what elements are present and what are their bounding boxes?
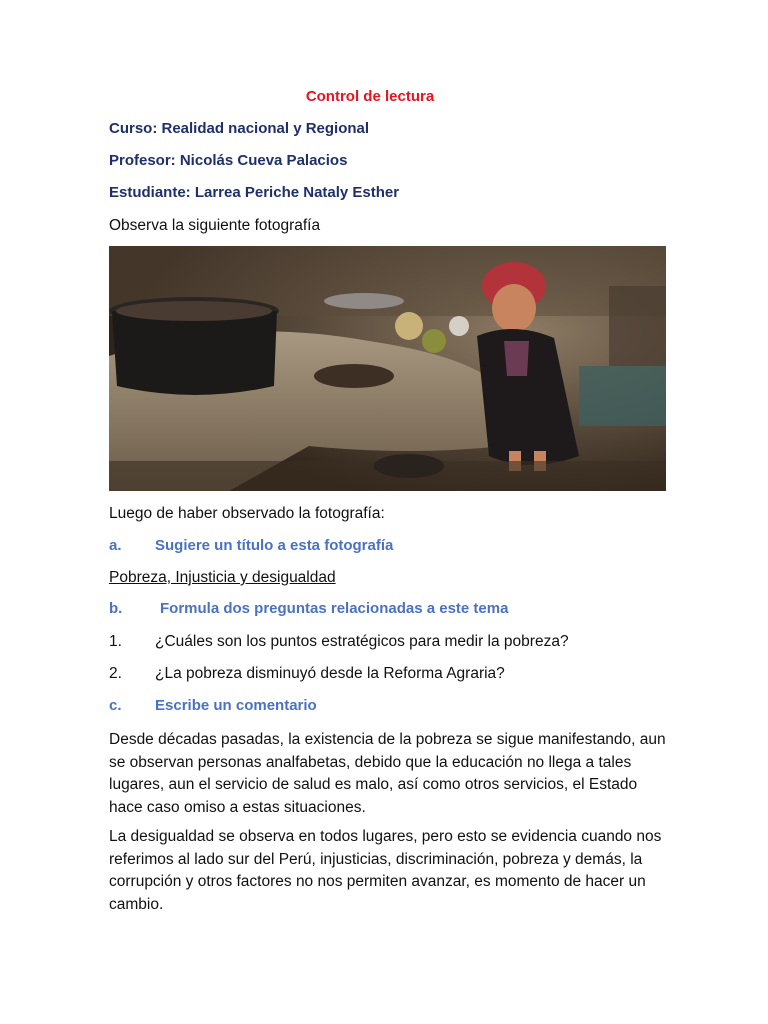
section-c-marker: c. — [109, 697, 122, 714]
comment-paragraph-2: La desigualdad se observa en todos lugares, pero esto se evidencia cuando nos referimos al lado sur del Perú, injusticias, discriminación, pobreza y demás, la corrupción y otros factores no nos permiten avanzar, es momento de hacer un cambio. — [109, 828, 662, 913]
student-line: Estudiante: Larrea Periche Nataly Esther — [109, 184, 400, 201]
section-b-marker: b. — [109, 600, 123, 617]
intro-text: Observa la siguiente fotografía — [109, 217, 321, 234]
section-b-heading: Formula dos preguntas relacionadas a este tema — [160, 600, 509, 617]
course-line: Curso: Realidad nacional y Regional — [109, 120, 370, 137]
comment-paragraph-1: Desde décadas pasadas, la existencia de la pobreza se sigue manifestando, aun se observan personas analfabetas, debido que la educación no llega a tales lugares, aun el servicio de salud es malo, así como otros servicios, el Estado hace caso omiso a estas situaciones. — [109, 731, 666, 816]
question-2-marker: 2. — [109, 665, 122, 682]
photo-child-kitchen — [109, 246, 666, 491]
section-a-marker: a. — [109, 537, 122, 554]
question-1-marker: 1. — [109, 633, 122, 650]
teacher-line: Profesor: Nicolás Cueva Palacios — [109, 152, 348, 169]
section-a-heading: Sugiere un título a esta fotografía — [155, 537, 394, 554]
after-photo-text: Luego de haber observado la fotografía: — [109, 505, 385, 522]
photo-illustration — [109, 246, 666, 491]
page-title: Control de lectura — [305, 88, 435, 105]
question-1-text: ¿Cuáles son los puntos estratégicos para medir la pobreza? — [155, 633, 569, 650]
photo-title-answer: Pobreza, Injusticia y desigualdad — [109, 569, 336, 586]
question-2-text: ¿La pobreza disminuyó desde la Reforma Agraria? — [155, 665, 505, 682]
section-c-heading: Escribe un comentario — [155, 697, 317, 714]
